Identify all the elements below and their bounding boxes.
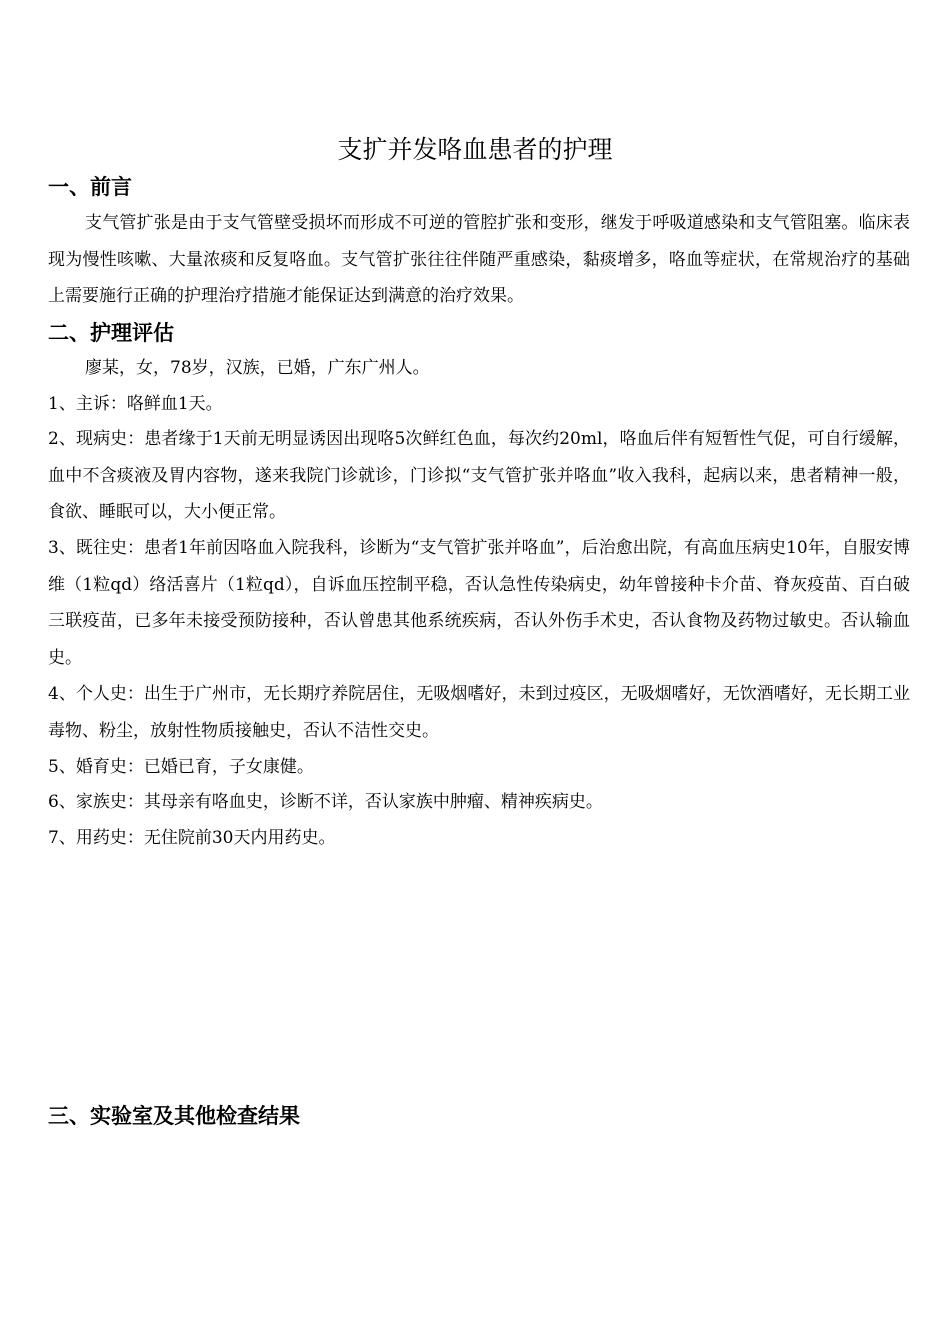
item-past-history: 3、既往史：患者1年前因咯血入院我科，诊断为“支气管扩张并咯血”，后治愈出院，有高血压病史10年，自服安博维（1粒qd）络活喜片（1粒qd），自诉血压控制平稳，否认急性传染病史，幼年曾接种卡介苗、脊灰疫苗、百白破三联疫苗，已多年未接受预防接种，否认曾患其他系统疾病，否认外伤手术史，否认食物及药物过敏史。否认输血史。 <box>48 538 910 668</box>
document-title: 支扩并发咯血患者的护理 <box>337 135 613 164</box>
item-marital-history: 5、婚育史：已婚已育，子女康健。 <box>48 757 314 777</box>
item-family-history: 6、家族史：其母亲有咯血史，诊断不详，否认家族中肿瘤、精神疾病史。 <box>48 792 603 812</box>
preface-paragraph: 支气管扩张是由于支气管壁受损坏而形成不可逆的管腔扩张和变形，继发于呼吸道感染和支气管阻塞。临床表现为慢性咳嗽、大量浓痰和反复咯血。支气管扩张往往伴随严重感染，黏痰增多，咯血等症状，在常规治疗的基础上需要施行正确的护理治疗措施才能保证达到满意的治疗效果。 <box>48 213 910 306</box>
item-present-illness: 2、现病史：患者缘于1天前无明显诱因出现咯5次鲜红色血，每次约20ml，咯血后伴有短暂性气促，可自行缓解，血中不含痰液及胃内容物，遂来我院门诊就诊，门诊拟“支气管扩张并咯血”收入我科，起病以来，患者精神一般，食欲、睡眠可以，大小便正常。 <box>48 429 910 522</box>
section-heading-assessment: 二、护理评估 <box>48 321 174 345</box>
section-heading-preface: 一、前言 <box>48 175 132 199</box>
patient-intro: 廖某，女，78岁，汉族，已婚，广东广州人。 <box>85 358 430 378</box>
item-chief-complaint: 1、主诉：咯鲜血1天。 <box>48 394 223 414</box>
section-heading-lab-results: 三、实验室及其他检查结果 <box>48 1104 300 1128</box>
item-personal-history: 4、个人史：出生于广州市，无长期疗养院居住，无吸烟嗜好，未到过疫区，无吸烟嗜好，无饮酒嗜好，无长期工业毒物、粉尘，放射性物质接触史，否认不洁性交史。 <box>48 684 910 741</box>
item-medication-history: 7、用药史：无住院前30天内用药史。 <box>48 828 336 848</box>
